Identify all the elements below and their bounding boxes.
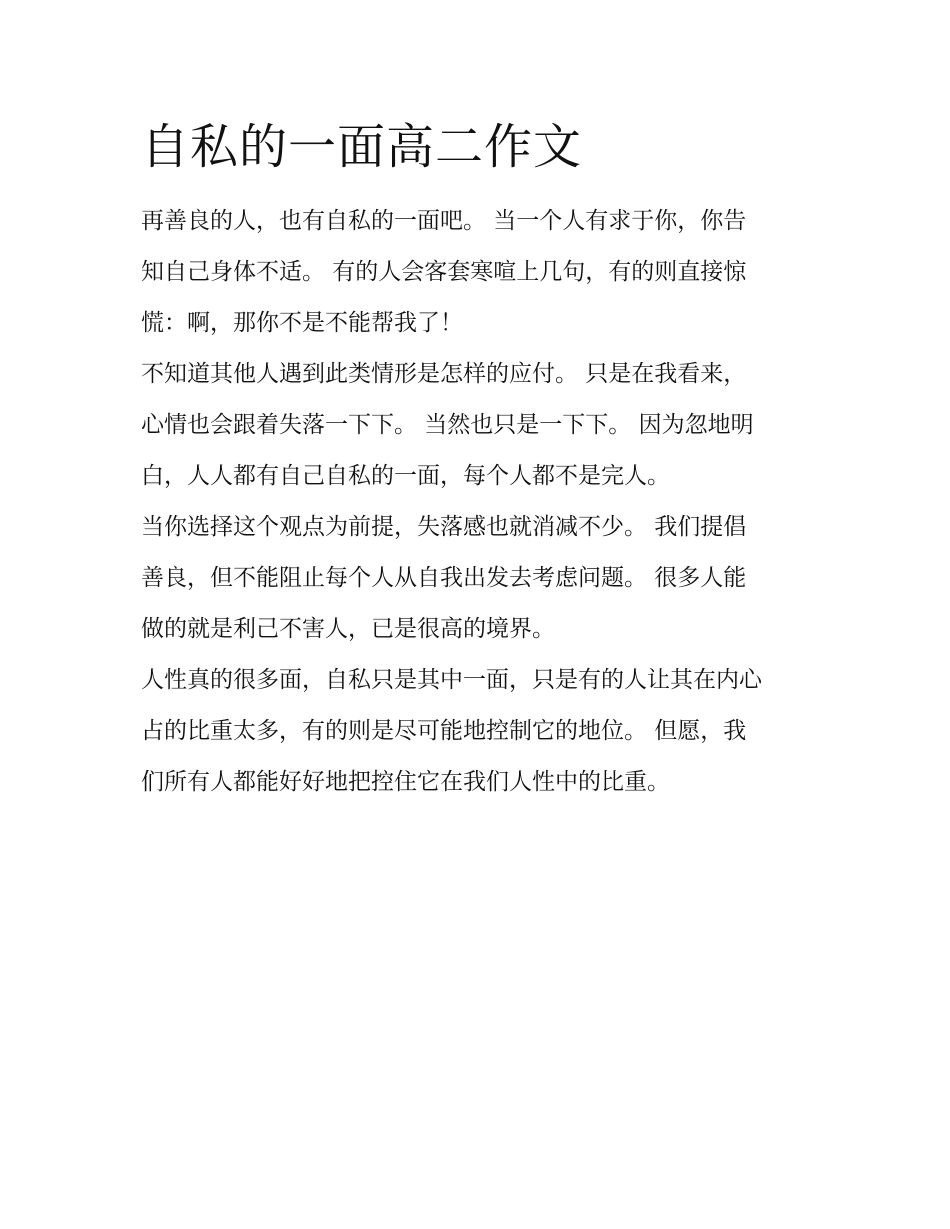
text-line: 占的比重太多，有的则是尽可能地控制它的地位。 但愿，我	[141, 718, 747, 744]
text-line: 们所有人都能好好地把控住它在我们人性中的比重。	[141, 769, 670, 795]
page-title: 自私的一面高二作文	[141, 119, 583, 175]
text-line: 白，人人都有自己自私的一面，每个人都不是完人。	[141, 463, 670, 489]
text-line: 再善良的人，也有自私的一面吧。 当一个人有求于你，你告	[141, 208, 747, 234]
text-line: 人性真的很多面，自私只是其中一面，只是有的人让其在内心	[141, 667, 762, 693]
text-line: 心情也会跟着失落一下下。 当然也只是一下下。 因为忽地明	[141, 412, 754, 438]
text-line: 知自己身体不适。 有的人会客套寒喧上几句，有的则直接惊	[141, 259, 747, 285]
text-line: 当你选择这个观点为前提，失落感也就消减不少。 我们提倡	[141, 514, 747, 540]
text-line: 善良，但不能阻止每个人从自我出发去考虑问题。 很多人能	[141, 565, 747, 591]
text-line: 慌：啊，那你不是不能帮我了！	[141, 310, 463, 336]
text-line: 做的就是利己不害人，已是很高的境界。	[141, 616, 555, 642]
essay-body	[141, 196, 821, 808]
text-line: 不知道其他人遇到此类情形是怎样的应付。 只是在我看来，	[141, 361, 747, 387]
